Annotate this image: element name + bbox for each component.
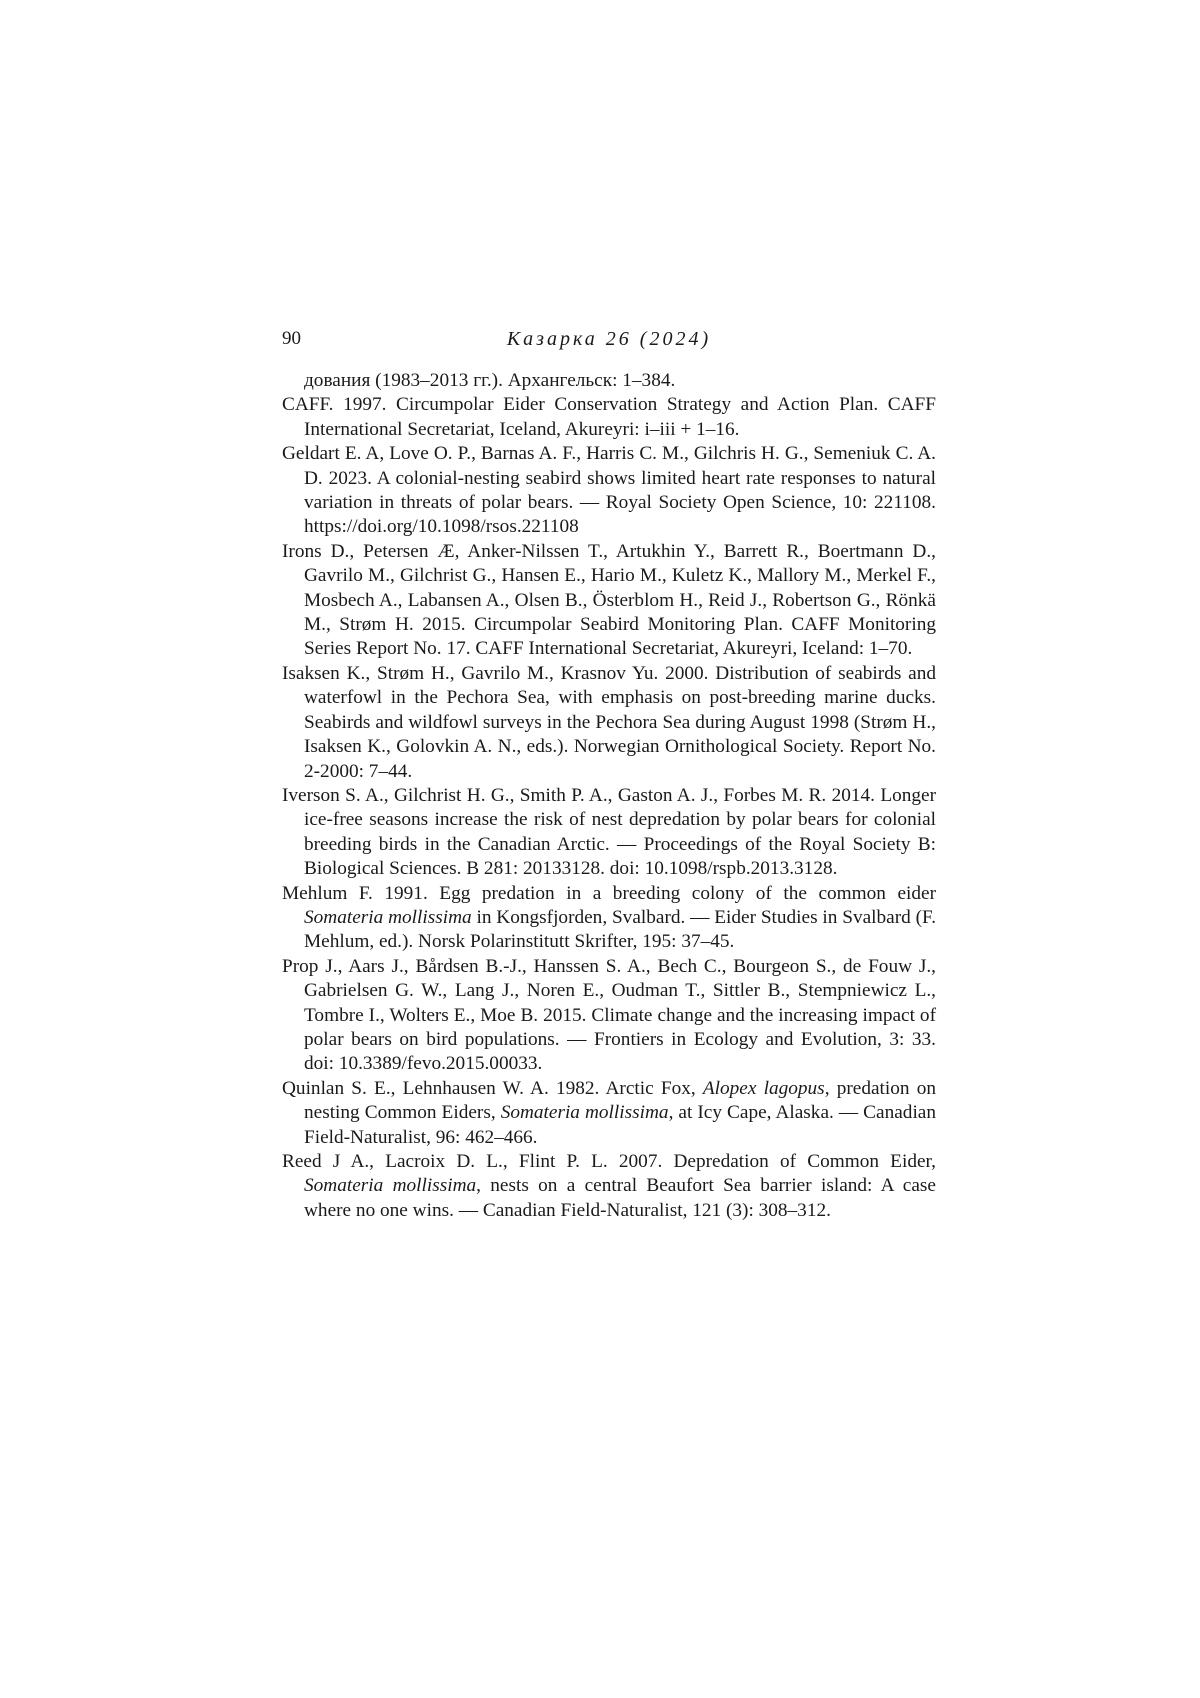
reference-text: Reed J A., Lacroix D. L., Flint P. L. 2007. Depredation of Common Eider, xyxy=(282,1151,936,1172)
page-number: 90 xyxy=(282,324,301,354)
reference-item xyxy=(282,662,936,784)
reference-item xyxy=(282,955,936,1077)
reference-item xyxy=(282,882,936,955)
reference-item xyxy=(282,784,936,882)
reference-text: Mehlum F. 1991. Egg predation in a breeding colony of the common eider xyxy=(282,883,936,904)
reference-text: Prop J., Aars J., Bårdsen B.-J., Hanssen S. A., Bech C., Bourgeon S., de Fouw J., Gabrielsen G. W., Lang J., Noren E., Oudman T., Sittler B., Stempniewicz L., Tombre I., Wolters E., Moe B. 2015. Climate change and the increasing impact of polar bears on bird populations. — Frontiers in Ecology and Evolution, 3: 33. doi: 10.3389/fevo.2015.00033. xyxy=(282,956,936,1075)
reference-text: , nests on a central Beaufort Sea barrier island: A case where no one wins. — Canadian Field-Naturalist, 121 (3): 308–312. xyxy=(304,1175,936,1220)
reference-item xyxy=(282,1150,936,1223)
reference-item xyxy=(282,1077,936,1150)
reference-text: in Kongsfjorden, Svalbard. — Eider Studies in Svalbard (F. Mehlum, ed.). Norsk Polarinstitutt Skrifter, 195: 37–45. xyxy=(304,907,936,952)
reference-item xyxy=(282,442,936,540)
species-name: Alopex lagopus xyxy=(703,1078,825,1099)
reference-text: Iverson S. A., Gilchrist H. G., Smith P. A., Gaston A. J., Forbes M. R. 2014. Longer ice-free seasons increase the risk of nest depredation by polar bears for colonial breeding birds in the Canadian Arctic. — Proceedings of the Royal Society B: Biological Sciences. B 281: 20133128. doi: 10.1098/rspb.2013.3128. xyxy=(282,785,936,879)
species-name: Somateria mollissima xyxy=(304,1175,476,1196)
reference-item xyxy=(282,369,936,393)
reference-text: , at Icy Cape, Alaska. — Canadian Field-Naturalist, 96: 462–466. xyxy=(304,1102,936,1147)
page-header xyxy=(282,324,936,354)
reference-text: Irons D., Petersen Æ, Anker-Nilssen T., Artukhin Y., Barrett R., Boertmann D., Gavrilo M., Gilchrist G., Hansen E., Hario M., Kuletz K., Mallory M., Merkel F., Mosbech A., Labansen A., Olsen B., Österblom H., Reid J., Robertson G., Rönkä M., Strøm H. 2015. Circumpolar Seabird Monitoring Plan. CAFF Monitoring Series Report No. 17. CAFF International Secretariat, Akureyri, Iceland: 1–70. xyxy=(282,541,936,660)
reference-text: CAFF. 1997. Circumpolar Eider Conservation Strategy and Action Plan. CAFF International Secretariat, Iceland, Akureyri: i–iii + 1–16. xyxy=(282,394,936,439)
species-name: Somateria mollissima xyxy=(501,1102,669,1123)
reference-text: Quinlan S. E., Lehnhausen W. A. 1982. Arctic Fox, xyxy=(282,1078,703,1099)
running-title: Казарка 26 (2024) xyxy=(282,324,936,354)
species-name: Somateria mollissima xyxy=(304,907,472,928)
reference-text: дования (1983–2013 гг.). Архангельск: 1–384. xyxy=(304,370,675,391)
reference-text: Isaksen K., Strøm H., Gavrilo M., Krasnov Yu. 2000. Distribution of seabirds and waterfowl in the Pechora Sea, with emphasis on post-breeding marine ducks. Seabirds and wildfowl surveys in the Pechora Sea during August 1998 (Strøm H., Isaksen K., Golovkin A. N., eds.). Norwegian Ornithological Society. Report No. 2-2000: 7–44. xyxy=(282,663,936,782)
reference-list xyxy=(282,369,936,1223)
reference-text: Geldart E. A, Love O. P., Barnas A. F., Harris C. M., Gilchris H. G., Semeniuk C. A. D. 2023. A colonial-nesting seabird shows limited heart rate responses to natural variation in threats of polar bears. — Royal Society Open Science, 10: 221108. https://doi.org/10.1098/rsos.221108 xyxy=(282,443,936,537)
reference-item xyxy=(282,540,936,662)
reference-item xyxy=(282,393,936,442)
reference-text: , predation on nesting Common Eiders, xyxy=(304,1078,936,1123)
